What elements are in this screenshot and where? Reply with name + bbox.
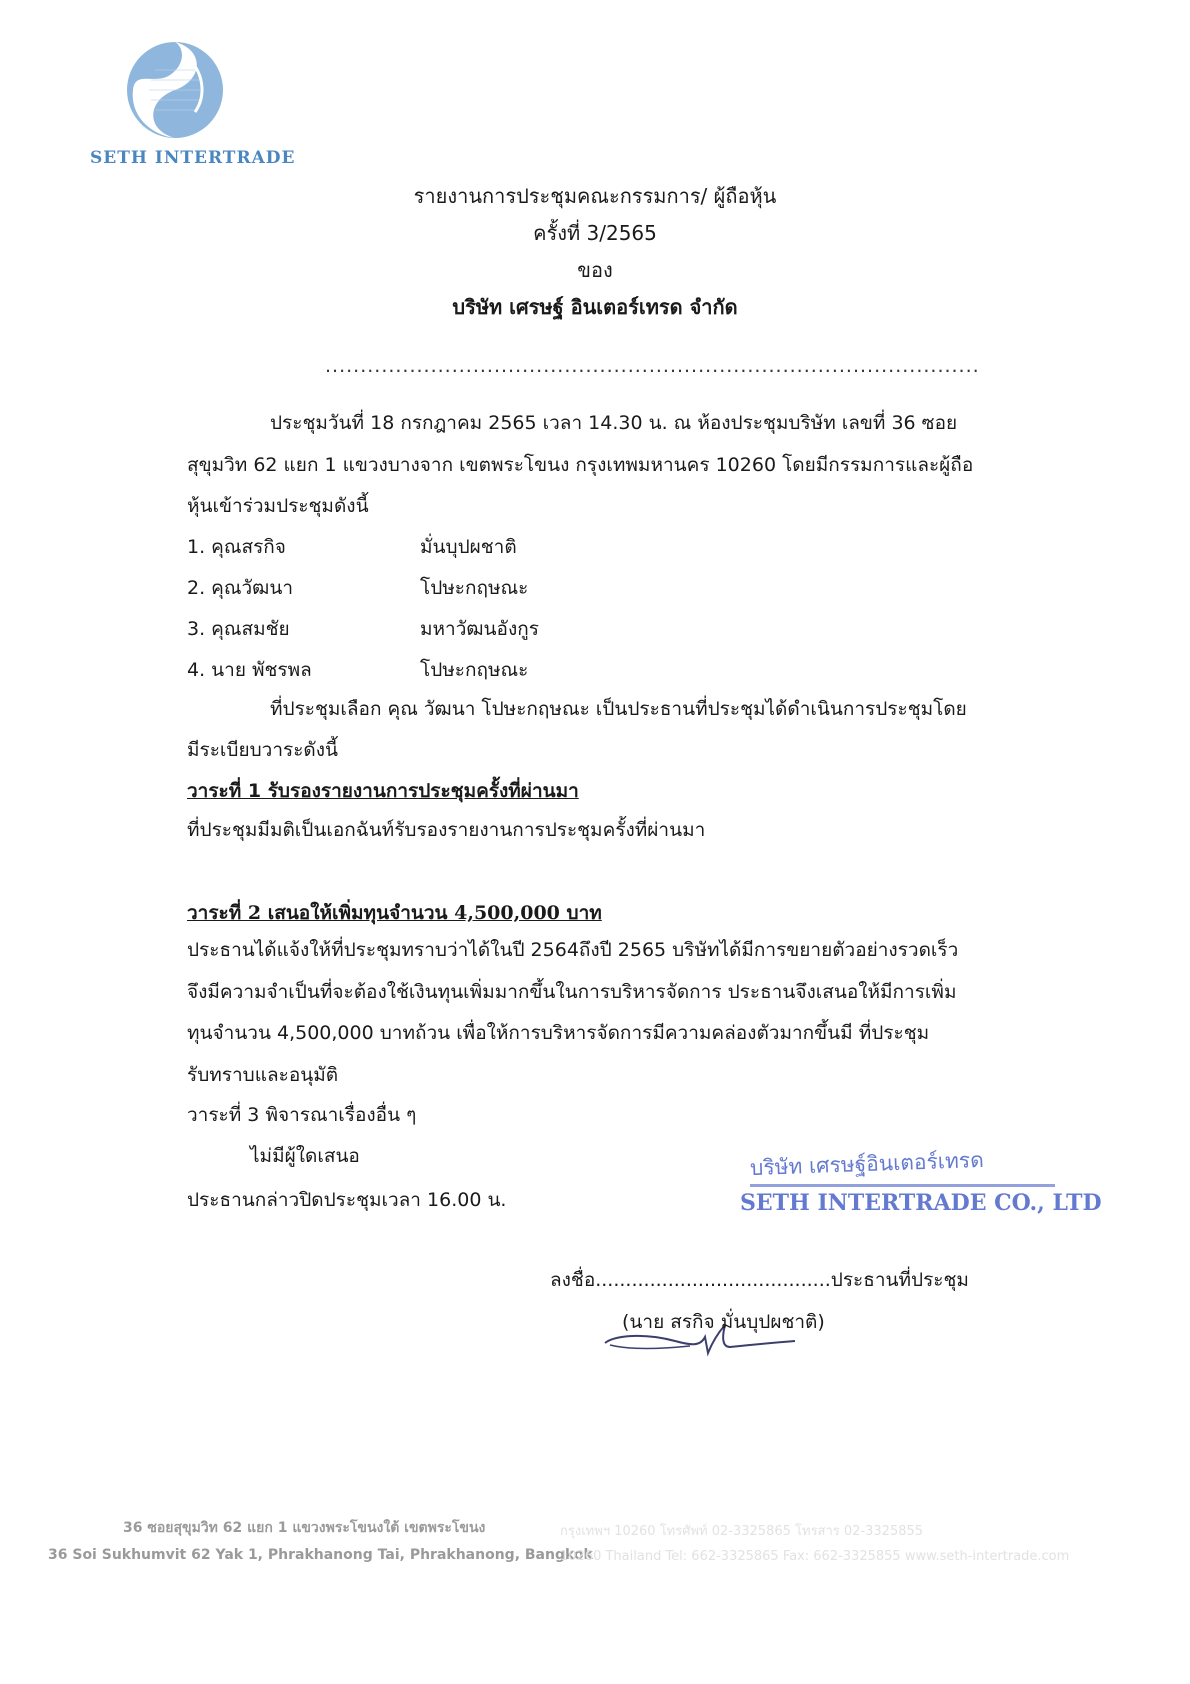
- company-name: บริษัท เศรษฐ์ อินเตอร์เทรด จำกัด: [452, 295, 738, 319]
- intro-line-3: หุ้นเข้าร่วมประชุมดังนี้: [187, 495, 369, 517]
- attendee-name: 1. คุณสรกิจ: [187, 536, 286, 558]
- closing-text: ประธานกล่าวปิดประชุมเวลา 16.00 น.: [187, 1189, 507, 1211]
- title-divider: .............................................................................................: [325, 355, 980, 377]
- intro-line-1: ประชุมวันที่ 18 กรกฎาคม 2565 เวลา 14.30 น. ณ ห้องประชุมบริษัท เลขที่ 36 ซอย: [270, 412, 958, 434]
- intro-line-2: สุขุมวิท 62 แยก 1 แขวงบางจาก เขตพระโขนง กรุงเทพมหานคร 10260 โดยมีกรรมการและผู้ถือ: [187, 454, 974, 476]
- footer-address-en: 36 Soi Sukhumvit 62 Yak 1, Phrakhanong Tai, Phrakhanong, Bangkok: [48, 1547, 593, 1563]
- stamp-thai-text: บริษัท เศรษฐ์อินเตอร์เทรด: [749, 1147, 985, 1181]
- chair-line-2: มีระเบียบวาระดังนี้: [187, 739, 339, 761]
- footer-contact-th: กรุงเทพฯ 10260 โทรศัพท์ 02-3325865 โทรสาร 02-3325855: [560, 1524, 924, 1539]
- attendee-surname: โปษะกฤษณะ: [420, 577, 529, 599]
- agenda-1-text: ที่ประชุมมีมติเป็นเอกฉันท์รับรองรายงานการประชุมครั้งที่ผ่านมา: [187, 819, 706, 841]
- agenda-2-line-3: ทุนจำนวน 4,500,000 บาทถ้วน เพื่อให้การบริหารจัดการมีความคล่องตัวมากขึ้นมี ที่ประชุม: [187, 1022, 930, 1044]
- title-of: ของ: [577, 258, 613, 282]
- footer-contact-en: 10260 Thailand Tel: 662-3325865 Fax: 662-3325855 www.seth-intertrade.com: [560, 1549, 1070, 1564]
- chair-line-1: ที่ประชุมเลือก คุณ วัฒนา โปษะกฤษณะ เป็นประธานที่ประชุมได้ดำเนินการประชุมโดย: [270, 698, 967, 720]
- agenda-2-line-1: ประธานได้แจ้งให้ที่ประชุมทราบว่าได้ในปี 2564ถึงปี 2565 บริษัทได้มีการขยายตัวอย่างรวดเร็ว: [187, 939, 959, 961]
- signatory-name: (นาย สรกิจ มั่นบุปผชาติ): [622, 1311, 825, 1333]
- stamp-english-text: SETH INTERTRADE CO., LTD: [740, 1190, 1102, 1216]
- agenda-3-heading: วาระที่ 3 พิจารณาเรื่องอื่น ๆ: [187, 1104, 417, 1126]
- attendee-name: 3. คุณสมชัย: [187, 618, 290, 640]
- signature-line: ลงชื่อ.......................................ประธานที่ประชุม: [550, 1269, 969, 1291]
- attendee-surname: มหาวัฒนอังกูร: [420, 618, 539, 640]
- report-title: รายงานการประชุมคณะกรรมการ/ ผู้ถือหุ้น: [413, 184, 777, 208]
- agenda-1-heading: วาระที่ 1 รับรองรายงานการประชุมครั้งที่ผ่านมา: [187, 780, 579, 802]
- attendee-surname: โปษะกฤษณะ: [420, 659, 529, 681]
- stamp-divider: [750, 1184, 1055, 1187]
- agenda-2-line-2: จึงมีความจำเป็นที่จะต้องใช้เงินทุนเพิ่มมากขึ้นในการบริหารจัดการ ประธานจึงเสนอให้มีการเพิ่ม: [187, 981, 957, 1003]
- agenda-2-heading: วาระที่ 2 เสนอให้เพิ่มทุนจำนวน 4,500,000 บาท: [187, 902, 602, 924]
- logo-text: SETH INTERTRADE: [90, 148, 296, 168]
- seth-logo-icon: [125, 40, 225, 140]
- footer-address-th: 36 ซอยสุขุมวิท 62 แยก 1 แขวงพระโขนงใต้ เขตพระโขนง: [123, 1520, 486, 1536]
- attendee-name: 2. คุณวัฒนา: [187, 577, 293, 599]
- company-logo: [80, 40, 296, 180]
- agenda-3-text: ไม่มีผู้ใดเสนอ: [250, 1145, 360, 1167]
- attendee-name: 4. นาย พัชรพล: [187, 659, 312, 681]
- attendee-surname: มั่นบุปผชาติ: [420, 536, 517, 558]
- agenda-2-line-4: รับทราบและอนุมัติ: [187, 1064, 339, 1086]
- meeting-number: ครั้งที่ 3/2565: [533, 221, 657, 245]
